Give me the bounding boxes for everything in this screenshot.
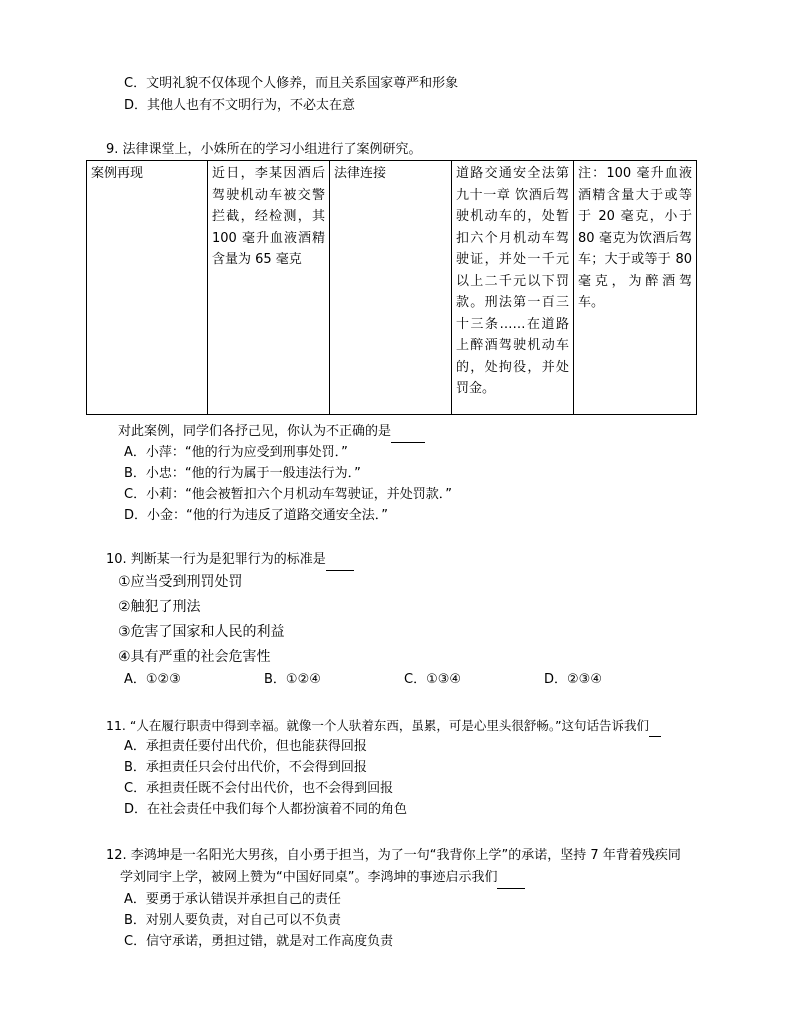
note-text: 注：100 毫升血液酒精含量大于或等于 20 毫克，小于 80 毫克为饮酒后驾车；大于或等于 80 毫克，为醉酒驾车。 bbox=[574, 161, 697, 415]
q10-option-d: D．②③④ bbox=[544, 672, 602, 687]
answer-blank bbox=[497, 868, 525, 889]
q11-option-c: C．承担责任既不会付出代价，也不会得到回报 bbox=[124, 781, 394, 796]
q12-option-a: A．要勇于承认错误并承担自己的责任 bbox=[124, 892, 341, 907]
q12-stem-line1: 12. 李鸿坤是一名阳光大男孩，自小勇于担当，为了一句“我背你上学”的承诺，坚持 7 年背着残疾同 bbox=[106, 848, 681, 863]
q10-item-1: ①应当受到刑罚处罚 bbox=[118, 574, 243, 590]
q9-option-d: D．小金：“他的行为违反了道路交通安全法．” bbox=[124, 508, 388, 523]
q8-option-c: C．文明礼貌不仅体现个人修养，而且关系国家尊严和形象 bbox=[124, 76, 459, 91]
case-header: 案例再现 bbox=[87, 161, 208, 415]
answer-blank bbox=[391, 422, 425, 443]
q11-stem: 11. “人在履行职责中得到幸福。就像一个人驮着东西，虽累，可是心里头很舒畅。”这句话告诉我们 bbox=[106, 718, 650, 733]
q11-stem-line bbox=[106, 716, 661, 737]
q9-stem: 9. 法律课堂上，小姝所在的学习小组进行了案例研究。 bbox=[106, 142, 422, 157]
q10-option-a: A．①②③ bbox=[124, 672, 181, 687]
q11-option-a: A．承担责任要付出代价，但也能获得回报 bbox=[124, 739, 367, 754]
q9-option-a: A．小萍：“他的行为应受到刑事处罚．” bbox=[124, 445, 348, 460]
answer-blank bbox=[326, 550, 354, 571]
q12-option-b: B．对别人要负责，对自己可以不负责 bbox=[124, 913, 341, 928]
case-description: 近日，李某因酒后驾驶机动车被交警拦截，经检测，其 100 毫升血液酒精含量为 65 毫克 bbox=[208, 161, 330, 415]
q9-option-c: C．小莉：“他会被暂扣六个月机动车驾驶证，并处罚款．” bbox=[124, 487, 453, 502]
law-text: 道路交通安全法第九十一章 饮酒后驾驶机动车的，处暂扣六个月机动车驾驶证，并处一千元以上二千元以下罚款。刑法第一百三十三条……在道路上醉酒驾驶机动车的，处拘役，并处罚金。 bbox=[452, 161, 574, 415]
q12-stem-text: 学刘同宇上学，被网上赞为“中国好同桌”。李鸿坤的事迹启示我们 bbox=[120, 870, 498, 885]
q9-option-b: B．小忠：“他的行为属于一般违法行为．” bbox=[124, 466, 361, 481]
q10-item-3: ③危害了国家和人民的利益 bbox=[118, 624, 285, 640]
q11-option-d: D．在社会责任中我们每个人都扮演着不同的角色 bbox=[124, 802, 408, 817]
q9-question-text: 对此案例，同学们各抒己见，你认为不正确的是 bbox=[118, 424, 392, 439]
q10-item-2: ②触犯了刑法 bbox=[118, 599, 201, 615]
q10-stem: 10. 判断某一行为是犯罪行为的标准是 bbox=[106, 552, 326, 567]
q10-option-b: B．①②④ bbox=[264, 672, 321, 687]
law-header: 法律连接 bbox=[330, 161, 452, 415]
q10-item-4: ④具有严重的社会危害性 bbox=[118, 649, 271, 665]
q9-question bbox=[118, 422, 425, 443]
case-table bbox=[86, 160, 697, 415]
q8-option-d: D．其他人也有不文明行为，不必太在意 bbox=[124, 98, 356, 113]
q11-option-b: B．承担责任只会付出代价，不会得到回报 bbox=[124, 760, 367, 775]
q12-stem-line2 bbox=[120, 868, 525, 889]
q10-stem-line bbox=[106, 550, 354, 571]
q12-option-c: C．信守承诺，勇担过错，就是对工作高度负责 bbox=[124, 934, 394, 949]
q10-option-c: C．①③④ bbox=[404, 672, 462, 687]
answer-blank bbox=[649, 716, 661, 737]
